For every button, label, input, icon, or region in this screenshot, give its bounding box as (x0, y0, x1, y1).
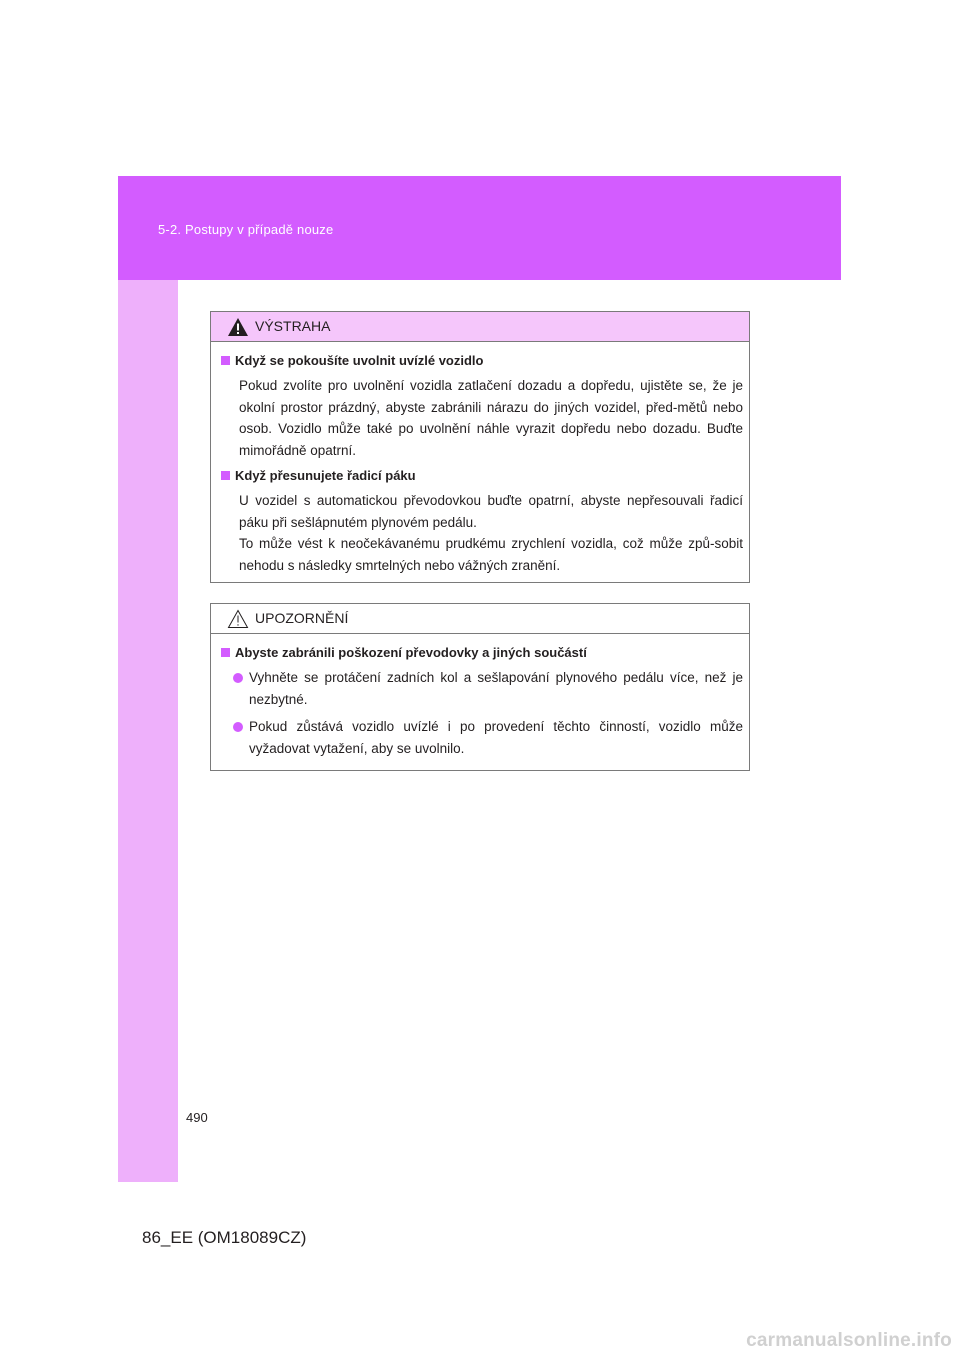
header-band (118, 176, 841, 280)
warning-triangle-outline-icon (227, 609, 249, 629)
square-bullet-icon (221, 648, 230, 657)
warning-box-header (211, 312, 749, 342)
warning-box-body (211, 342, 749, 576)
document-code: 86_EE (OM18089CZ) (142, 1228, 307, 1247)
warning-item-heading-text: Když se pokoušíte uvolnit uvízlé vozidlo (235, 353, 484, 368)
warning-box-title: VÝSTRAHA (255, 318, 331, 334)
notice-box-title: UPOZORNĚNÍ (255, 610, 349, 626)
notice-bullet-text: Pokud zůstává vozidlo uvízlé i po provedení těchto činností, vozidlo může vyžadovat vytažení, aby se uvolnilo. (249, 719, 743, 756)
warning-item-heading-text: Když přesunujete řadicí páku (235, 468, 416, 483)
notice-box-header (211, 604, 749, 634)
page-number: 490 (186, 1110, 208, 1125)
notice-item-heading (221, 644, 743, 662)
circle-bullet-icon (233, 673, 243, 683)
warning-paragraph: U vozidel s automatickou převodovkou buďte opatrní, abyste nepřesouvali řadicí páku při sešlápnutém plynovém pedálu. (239, 493, 743, 530)
notice-bullet-text: Vyhněte se protáčení zadních kol a sešlapování plynového pedálu více, než je nezbytné. (249, 670, 743, 707)
warning-paragraph: To může vést k neočekávanému prudkému zrychlení vozidla, což může způ-sobit nehodu s následky smrtelných nebo vážných zranění. (239, 536, 743, 573)
section-title: 5-2. Postupy v případě nouze (158, 222, 334, 237)
warning-paragraph: Pokud zvolíte pro uvolnění vozidla zatlačení dozadu a dopředu, ujistěte se, že je okolní prostor prázdný, abyste zabránili nárazu do jiných vozidel, před-mětů nebo osob. Vozidlo může také po uvolnění náhle vyrazit dopředu nebo dozadu. Buďte mimořádně opatrní. (239, 378, 743, 458)
sidebar-band (118, 280, 178, 1182)
warning-item-text (239, 490, 743, 576)
warning-item-text (239, 375, 743, 461)
square-bullet-icon (221, 356, 230, 365)
notice-bullet-item (233, 716, 743, 759)
notice-item-heading-text: Abyste zabránili poškození převodovky a jiných součástí (235, 645, 587, 660)
warning-triangle-filled-icon (227, 317, 249, 337)
watermark: carmanualsonline.info (746, 1330, 952, 1351)
notice-box (210, 603, 750, 771)
square-bullet-icon (221, 471, 230, 480)
notice-box-body (211, 634, 749, 759)
warning-item-heading (221, 352, 743, 370)
circle-bullet-icon (233, 722, 243, 732)
notice-bullet-item (233, 667, 743, 710)
warning-box (210, 311, 750, 583)
warning-item-heading (221, 467, 743, 485)
